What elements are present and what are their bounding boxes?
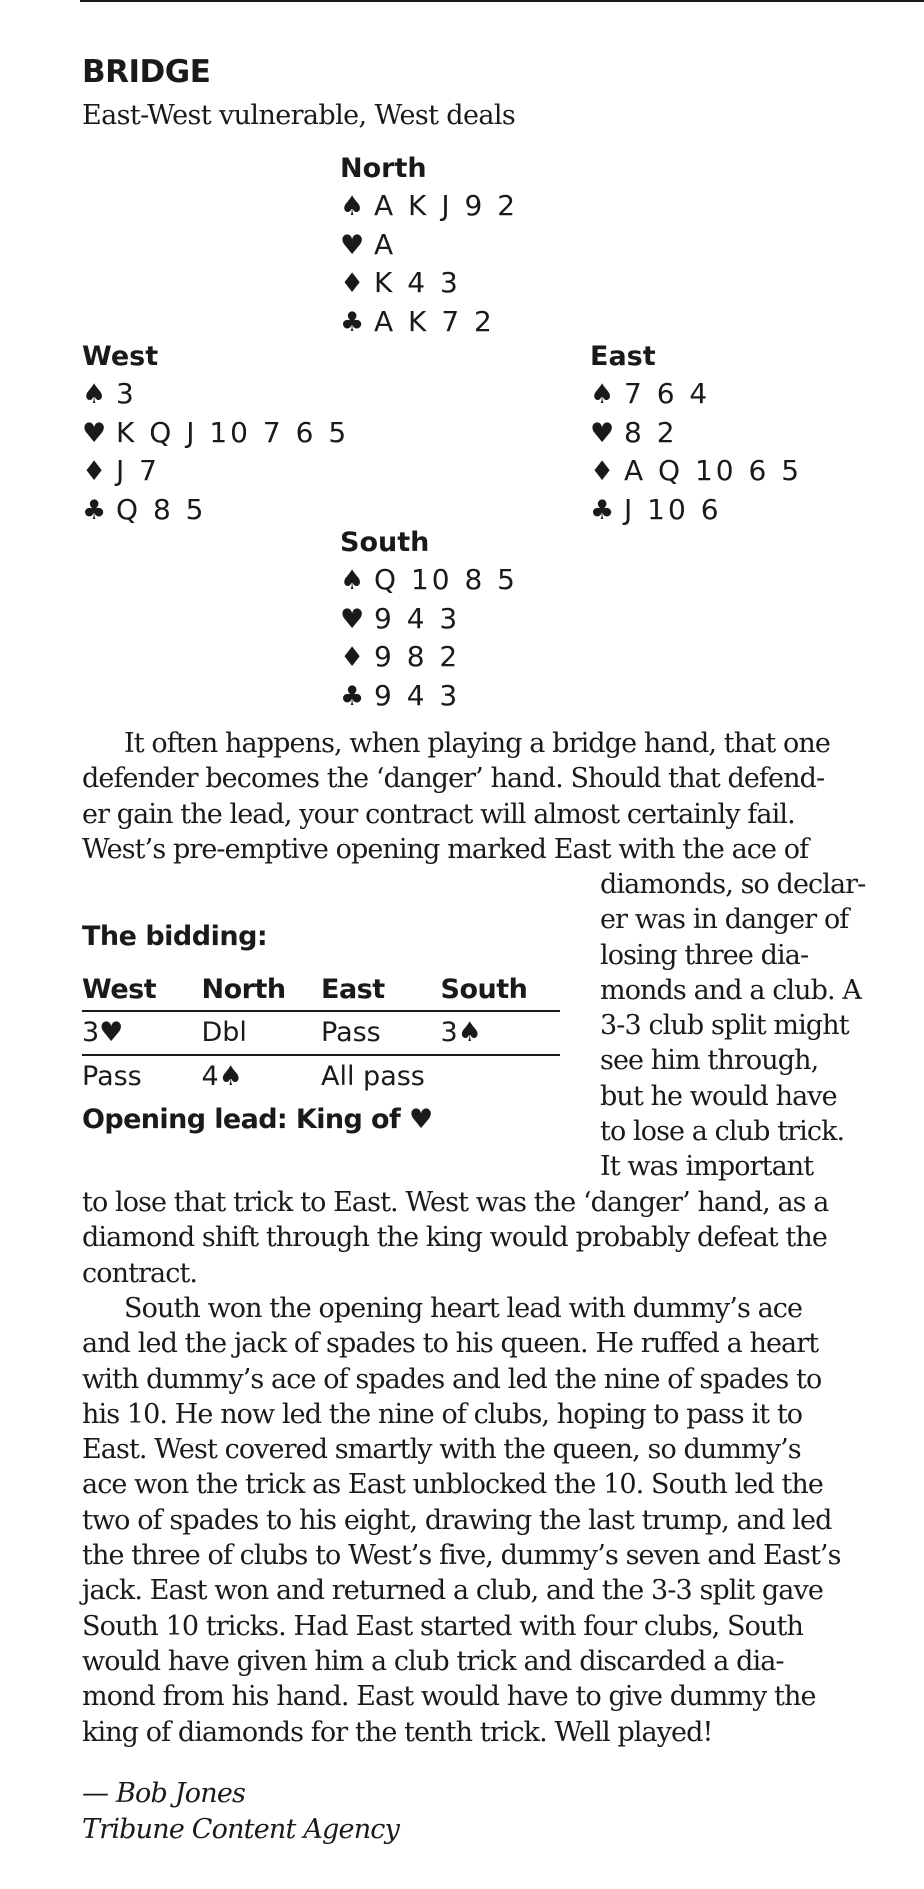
spades-row bbox=[340, 561, 518, 600]
column-title: BRIDGE bbox=[82, 54, 211, 90]
clubs-row bbox=[82, 491, 349, 530]
bid-cell: Pass bbox=[321, 1011, 441, 1055]
hearts-row bbox=[590, 414, 802, 453]
diamonds-cards: J 7 bbox=[116, 454, 160, 487]
diamonds-row bbox=[590, 452, 802, 491]
heart-icon: ♥ bbox=[82, 417, 107, 449]
hand-east bbox=[590, 338, 802, 529]
text-line: diamonds, so declar- bbox=[600, 869, 866, 900]
hearts-row bbox=[340, 226, 518, 265]
clubs-cards: J 10 6 bbox=[624, 492, 722, 526]
spade-icon: ♠ bbox=[590, 379, 615, 410]
article-paragraph-1-start bbox=[82, 726, 830, 867]
bid-cell: Dbl bbox=[202, 1011, 322, 1055]
club-icon: ♣ bbox=[340, 680, 365, 712]
article-paragraph-2 bbox=[82, 1291, 841, 1750]
text-line: mond from his hand. East would have to give dummy the bbox=[82, 1681, 816, 1713]
hand-south bbox=[340, 524, 518, 715]
text-line: with dummy’s ace of spades and led the nine of spades to bbox=[82, 1363, 822, 1395]
text-line: two of spades to his eight, drawing the last trump, and led bbox=[82, 1504, 832, 1536]
text-line: king of diamonds for the tenth trick. Well played! bbox=[82, 1716, 713, 1748]
bid-cell: Pass bbox=[82, 1061, 142, 1092]
bidding-title: The bidding: bbox=[82, 921, 268, 952]
spades-cards: Q 10 8 5 bbox=[374, 563, 518, 596]
diamonds-row bbox=[340, 638, 518, 677]
hearts-cards: A bbox=[374, 227, 397, 261]
text-line: monds and a club. A bbox=[600, 974, 861, 1006]
diamond-icon: ♦ bbox=[82, 456, 107, 487]
text-line: and led the jack of spades to his queen. He ruffed a heart bbox=[82, 1328, 819, 1360]
spades-cards: A K J 9 2 bbox=[374, 189, 519, 222]
text-line: ace won the trick as East unblocked the 10. South led the bbox=[82, 1469, 823, 1501]
spades-row bbox=[340, 187, 518, 226]
text-line: jack. East won and returned a club, and the 3-3 split gave bbox=[82, 1575, 823, 1607]
club-icon: ♣ bbox=[82, 494, 107, 526]
bidding-header: North bbox=[202, 970, 322, 1011]
text-line: losing three dia- bbox=[600, 939, 809, 971]
diamonds-row bbox=[82, 452, 349, 491]
text-line: diamond shift through the king would probably defeat the bbox=[82, 1222, 827, 1254]
vulnerability-line: East-West vulnerable, West deals bbox=[82, 100, 516, 131]
hand-name: South bbox=[340, 527, 430, 558]
clubs-row bbox=[340, 677, 518, 716]
bid-cell: 3♥ bbox=[82, 1011, 202, 1055]
bidding-header-row bbox=[82, 970, 560, 1011]
diamonds-cards: A Q 10 6 5 bbox=[624, 454, 803, 487]
bid-cell: All pass bbox=[321, 1061, 425, 1092]
text-line: but he would have bbox=[600, 1080, 837, 1112]
hand-name: West bbox=[82, 341, 159, 372]
hearts-cards: 8 2 bbox=[624, 415, 678, 449]
bid-cell: 3♠ bbox=[441, 1011, 561, 1055]
text-line: West’s pre-emptive opening marked East with the ace of bbox=[82, 833, 809, 865]
club-icon: ♣ bbox=[340, 306, 365, 338]
spade-icon: ♠ bbox=[340, 191, 365, 222]
text-line: East. West covered smartly with the queen, so dummy’s bbox=[82, 1434, 801, 1466]
text-line: 3-3 club split might bbox=[600, 1010, 849, 1042]
hand-west bbox=[82, 338, 349, 529]
text-line: South won the opening heart lead with dummy’s ace bbox=[124, 1293, 803, 1324]
heart-icon: ♥ bbox=[340, 229, 365, 261]
signature bbox=[82, 1776, 399, 1848]
diamonds-cards: K 4 3 bbox=[374, 266, 461, 299]
text-line: the three of clubs to West’s five, dummy’s seven and East’s bbox=[82, 1540, 841, 1572]
spades-cards: 7 6 4 bbox=[624, 377, 711, 410]
hand-name: North bbox=[340, 153, 427, 184]
bidding-header: West bbox=[82, 970, 202, 1011]
hand-north bbox=[340, 150, 518, 341]
diamond-icon: ♦ bbox=[590, 456, 615, 487]
clubs-row bbox=[590, 491, 802, 530]
author-name: — Bob Jones bbox=[82, 1778, 246, 1809]
diamonds-cards: 9 8 2 bbox=[374, 640, 461, 673]
bidding-table bbox=[82, 970, 560, 1098]
clubs-cards: 9 4 3 bbox=[374, 678, 461, 712]
hearts-row bbox=[340, 600, 518, 639]
bidding-box bbox=[82, 918, 560, 1142]
heart-icon: ♥ bbox=[590, 417, 615, 449]
text-line: his 10. He now led the nine of clubs, hoping to pass it to bbox=[82, 1398, 803, 1430]
article-paragraph-1-column bbox=[600, 867, 865, 1185]
bid-cell bbox=[441, 1055, 561, 1098]
clubs-row bbox=[340, 303, 518, 342]
bid-cell: 4♠ bbox=[201, 1061, 243, 1092]
article-paragraph-1-end bbox=[82, 1185, 829, 1291]
clubs-cards: A K 7 2 bbox=[374, 304, 495, 338]
spades-row bbox=[590, 375, 802, 414]
text-line: It was important bbox=[600, 1151, 814, 1183]
text-line: er gain the lead, your contract will almost certainly fail. bbox=[82, 798, 795, 830]
text-line: to lose that trick to East. West was the ‘danger’ hand, as a bbox=[82, 1187, 829, 1218]
spades-row bbox=[82, 375, 349, 414]
hearts-row bbox=[82, 414, 349, 453]
hearts-cards: K Q J 10 7 6 5 bbox=[116, 415, 350, 449]
clubs-cards: Q 8 5 bbox=[116, 492, 207, 526]
diamond-icon: ♦ bbox=[340, 642, 365, 673]
bidding-row bbox=[82, 1011, 560, 1055]
club-icon: ♣ bbox=[590, 494, 615, 526]
text-line: defender becomes the ‘danger’ hand. Should that defend- bbox=[82, 763, 825, 795]
bidding-header: South bbox=[441, 970, 561, 1011]
text-line: see him through, bbox=[600, 1045, 819, 1077]
diamond-icon: ♦ bbox=[340, 268, 365, 299]
spades-cards: 3 bbox=[116, 377, 137, 410]
text-line: er was in danger of bbox=[600, 904, 849, 936]
text-line: to lose a club trick. bbox=[600, 1116, 845, 1148]
text-line: contract. bbox=[82, 1257, 198, 1289]
top-rule bbox=[80, 0, 924, 2]
opening-lead: Opening lead: King of ♥ bbox=[82, 1104, 433, 1135]
hearts-cards: 9 4 3 bbox=[374, 601, 461, 635]
text-line: It often happens, when playing a bridge hand, that one bbox=[124, 728, 830, 759]
diamonds-row bbox=[340, 264, 518, 303]
bidding-row bbox=[82, 1055, 560, 1098]
hand-name: East bbox=[590, 341, 656, 372]
text-line: South 10 tricks. Had East started with four clubs, South bbox=[82, 1610, 803, 1642]
text-line: would have given him a club trick and discarded a dia- bbox=[82, 1645, 784, 1677]
spade-icon: ♠ bbox=[340, 565, 365, 596]
agency-name: Tribune Content Agency bbox=[82, 1814, 400, 1845]
spade-icon: ♠ bbox=[82, 379, 107, 410]
bidding-header: East bbox=[321, 970, 441, 1011]
heart-icon: ♥ bbox=[340, 603, 365, 635]
